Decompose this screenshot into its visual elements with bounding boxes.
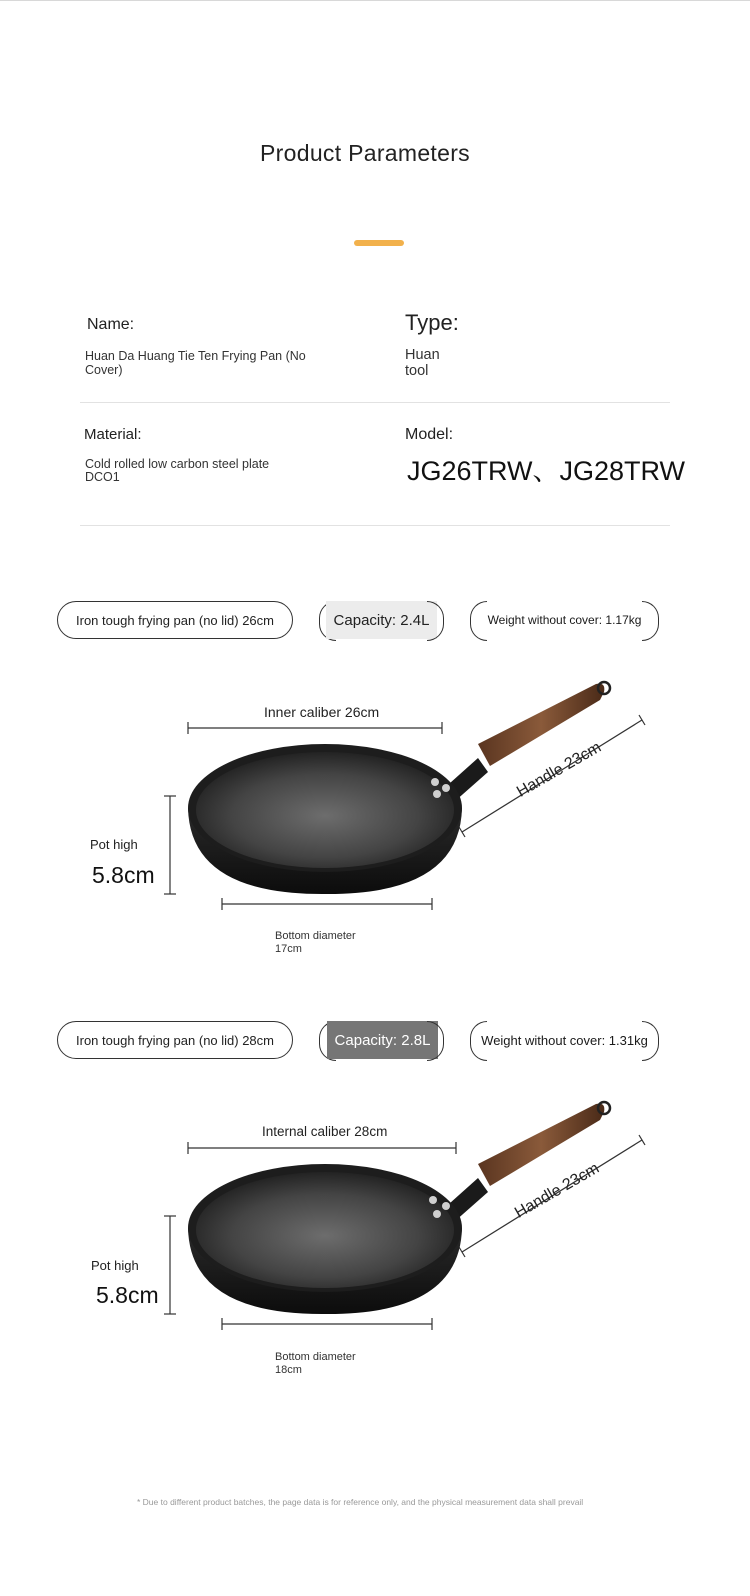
product-2-pan-diagram xyxy=(0,1100,750,1380)
product-1-bottom-value: 17cm xyxy=(275,943,302,955)
product-1-bottom-label: Bottom diameter xyxy=(275,930,356,942)
product-2-bottom-value: 18cm xyxy=(275,1364,302,1376)
disclaimer-note: * Due to different product batches, the page data is for reference only, and the physical measurement data shall prevail xyxy=(137,1497,584,1507)
type-value-line2: tool xyxy=(405,363,429,379)
params-divider-1 xyxy=(80,402,670,403)
params-divider-2 xyxy=(80,525,670,526)
name-value: Huan Da Huang Tie Ten Frying Pan (No Cover) xyxy=(85,349,306,377)
product-1-capacity: Capacity: 2.4L xyxy=(326,601,437,639)
product-2-handle-label: Handle 23cm xyxy=(512,1159,603,1222)
product-2-capacity-badge xyxy=(319,1021,444,1059)
product-2-pot-high-value: 5.8cm xyxy=(96,1282,159,1308)
product-2-bottom-label: Bottom diameter xyxy=(275,1351,356,1363)
product-1-weight: Weight without cover: 1.17kg xyxy=(487,613,642,627)
product-1-capacity-badge xyxy=(319,601,444,639)
material-label: Material: xyxy=(84,426,142,443)
product-2-name: Iron tough frying pan (no lid) 28cm xyxy=(76,1032,274,1048)
type-value-line1: Huan xyxy=(405,347,440,363)
page-title: Product Parameters xyxy=(260,140,470,166)
product-1-caliber-label: Inner caliber 26cm xyxy=(264,704,380,720)
product-1-handle-label: Handle 23cm xyxy=(514,738,605,801)
product-2-capacity: Capacity: 2.8L xyxy=(327,1021,438,1059)
product-2-pot-high-label: Pot high xyxy=(91,1258,139,1273)
product-1-weight-badge xyxy=(470,601,659,639)
product-1-pot-high-label: Pot high xyxy=(90,837,138,852)
product-1-pot-high-value: 5.8cm xyxy=(92,862,155,888)
model-label: Model: xyxy=(405,426,454,443)
material-value-line2: DCO1 xyxy=(85,470,120,484)
model-value: JG26TRW、JG28TRW xyxy=(407,456,686,486)
name-label: Name: xyxy=(87,316,135,333)
product-1-name-pill xyxy=(57,601,293,639)
product-1-name: Iron tough frying pan (no lid) 26cm xyxy=(76,612,274,628)
product-2-name-pill xyxy=(57,1021,293,1059)
top-divider xyxy=(0,0,750,1)
material-value-line1: Cold rolled low carbon steel plate xyxy=(85,457,270,471)
product-1-pan-diagram xyxy=(0,680,750,960)
product-2-caliber-label: Internal caliber 28cm xyxy=(262,1124,388,1139)
title-accent-bar xyxy=(354,240,404,246)
type-label: Type: xyxy=(405,310,459,335)
product-2-weight-badge xyxy=(470,1021,659,1059)
product-2-weight: Weight without cover: 1.31kg xyxy=(481,1032,648,1048)
